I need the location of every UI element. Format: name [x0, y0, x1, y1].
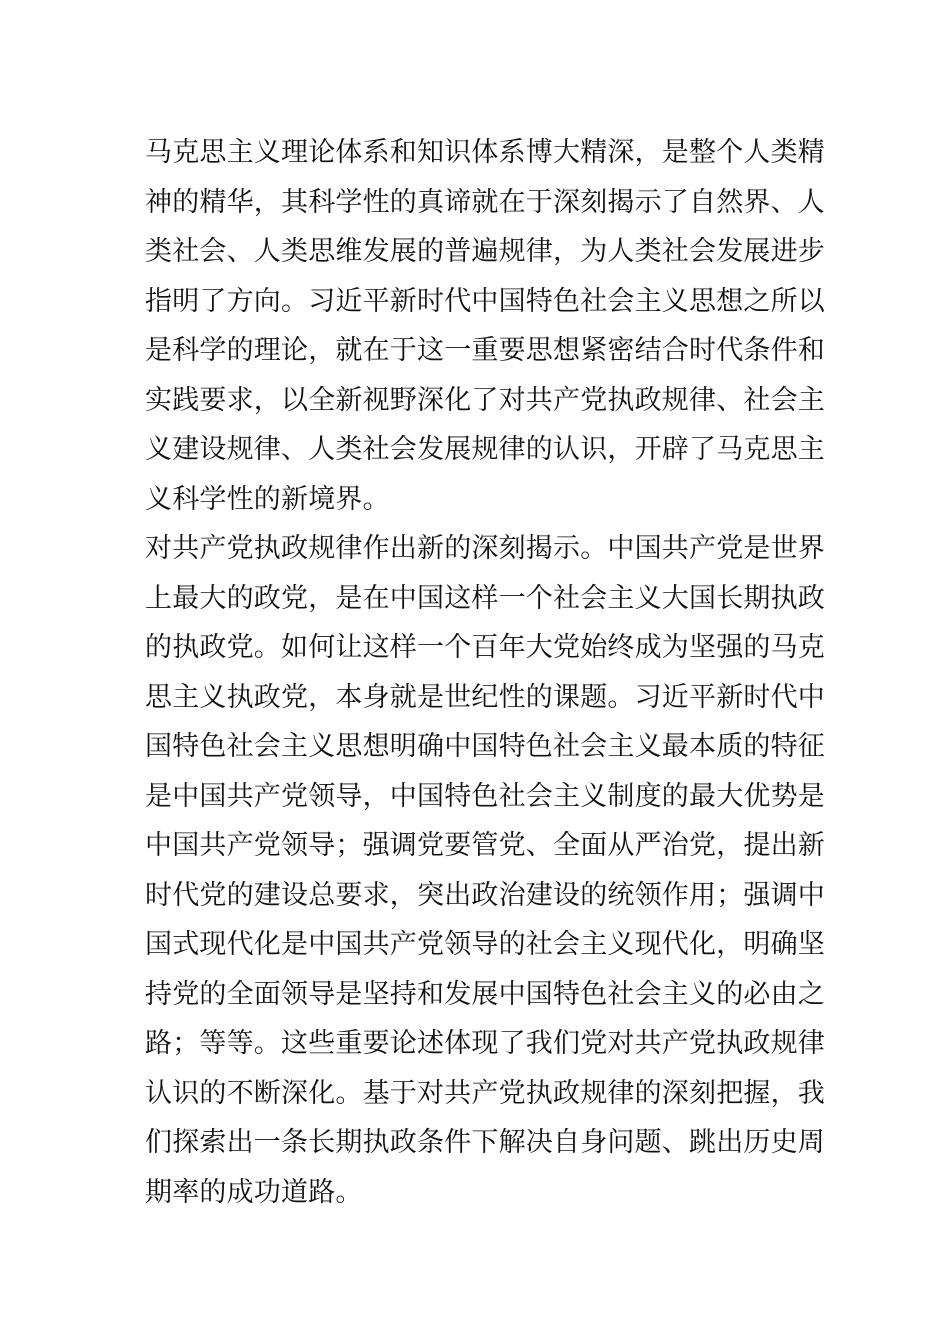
text-line: 的执政党。如何让这样一个百年大党始终成为坚强的马克: [145, 632, 825, 663]
text-line: 义建设规律、人类社会发展规律的认识，开辟了马克思主: [145, 434, 825, 465]
text-line: 中国共产党领导；强调党要管党、全面从严治党，提出新: [145, 830, 825, 861]
body-text: [145, 128, 825, 1217]
text-line: 对共产党执政规律作出新的深刻揭示。中国共产党是世界: [145, 533, 825, 564]
text-line: 马克思主义理论体系和知识体系博大精深，是整个人类精: [145, 137, 825, 168]
text-line: 实践要求，以全新视野深化了对共产党执政规律、社会主: [145, 384, 825, 416]
text-line: 是科学的理论，就在于这一重要思想紧密结合时代条件和: [145, 335, 825, 366]
text-line: 是中国共产党领导，中国特色社会主义制度的最大优势是: [145, 780, 825, 812]
text-line: 认识的不断深化。基于对共产党执政规律的深刻把握，我: [145, 1077, 825, 1109]
text-line: 类社会、人类思维发展的普遍规律，为人类社会发展进步: [145, 236, 825, 267]
text-line: 们探索出一条长期执政条件下解决自身问题、跳出历史周: [145, 1127, 825, 1158]
text-line: 思主义执政党，本身就是世纪性的课题。习近平新时代中: [145, 681, 825, 713]
paragraph-1: [145, 128, 825, 524]
text-line: 指明了方向。习近平新时代中国特色社会主义思想之所以: [145, 285, 825, 317]
text-line: 义科学性的新境界。: [145, 483, 390, 515]
text-line: 期率的成功道路。: [145, 1176, 363, 1208]
text-line: 国特色社会主义思想明确中国特色社会主义最本质的特征: [145, 731, 825, 762]
text-line: 持党的全面领导是坚持和发展中国特色社会主义的必由之: [145, 978, 825, 1010]
text-line: 时代党的建设总要求，突出政治建设的统领作用；强调中: [145, 879, 825, 911]
paragraph-2: [145, 524, 825, 1217]
text-line: 上最大的政党，是在中国这样一个社会主义大国长期执政: [145, 582, 825, 614]
text-line: 路；等等。这些重要论述体现了我们党对共产党执政规律: [145, 1028, 825, 1059]
text-line: 国式现代化是中国共产党领导的社会主义现代化，明确坚: [145, 929, 825, 960]
text-line: 神的精华，其科学性的真谛就在于深刻揭示了自然界、人: [145, 186, 825, 218]
